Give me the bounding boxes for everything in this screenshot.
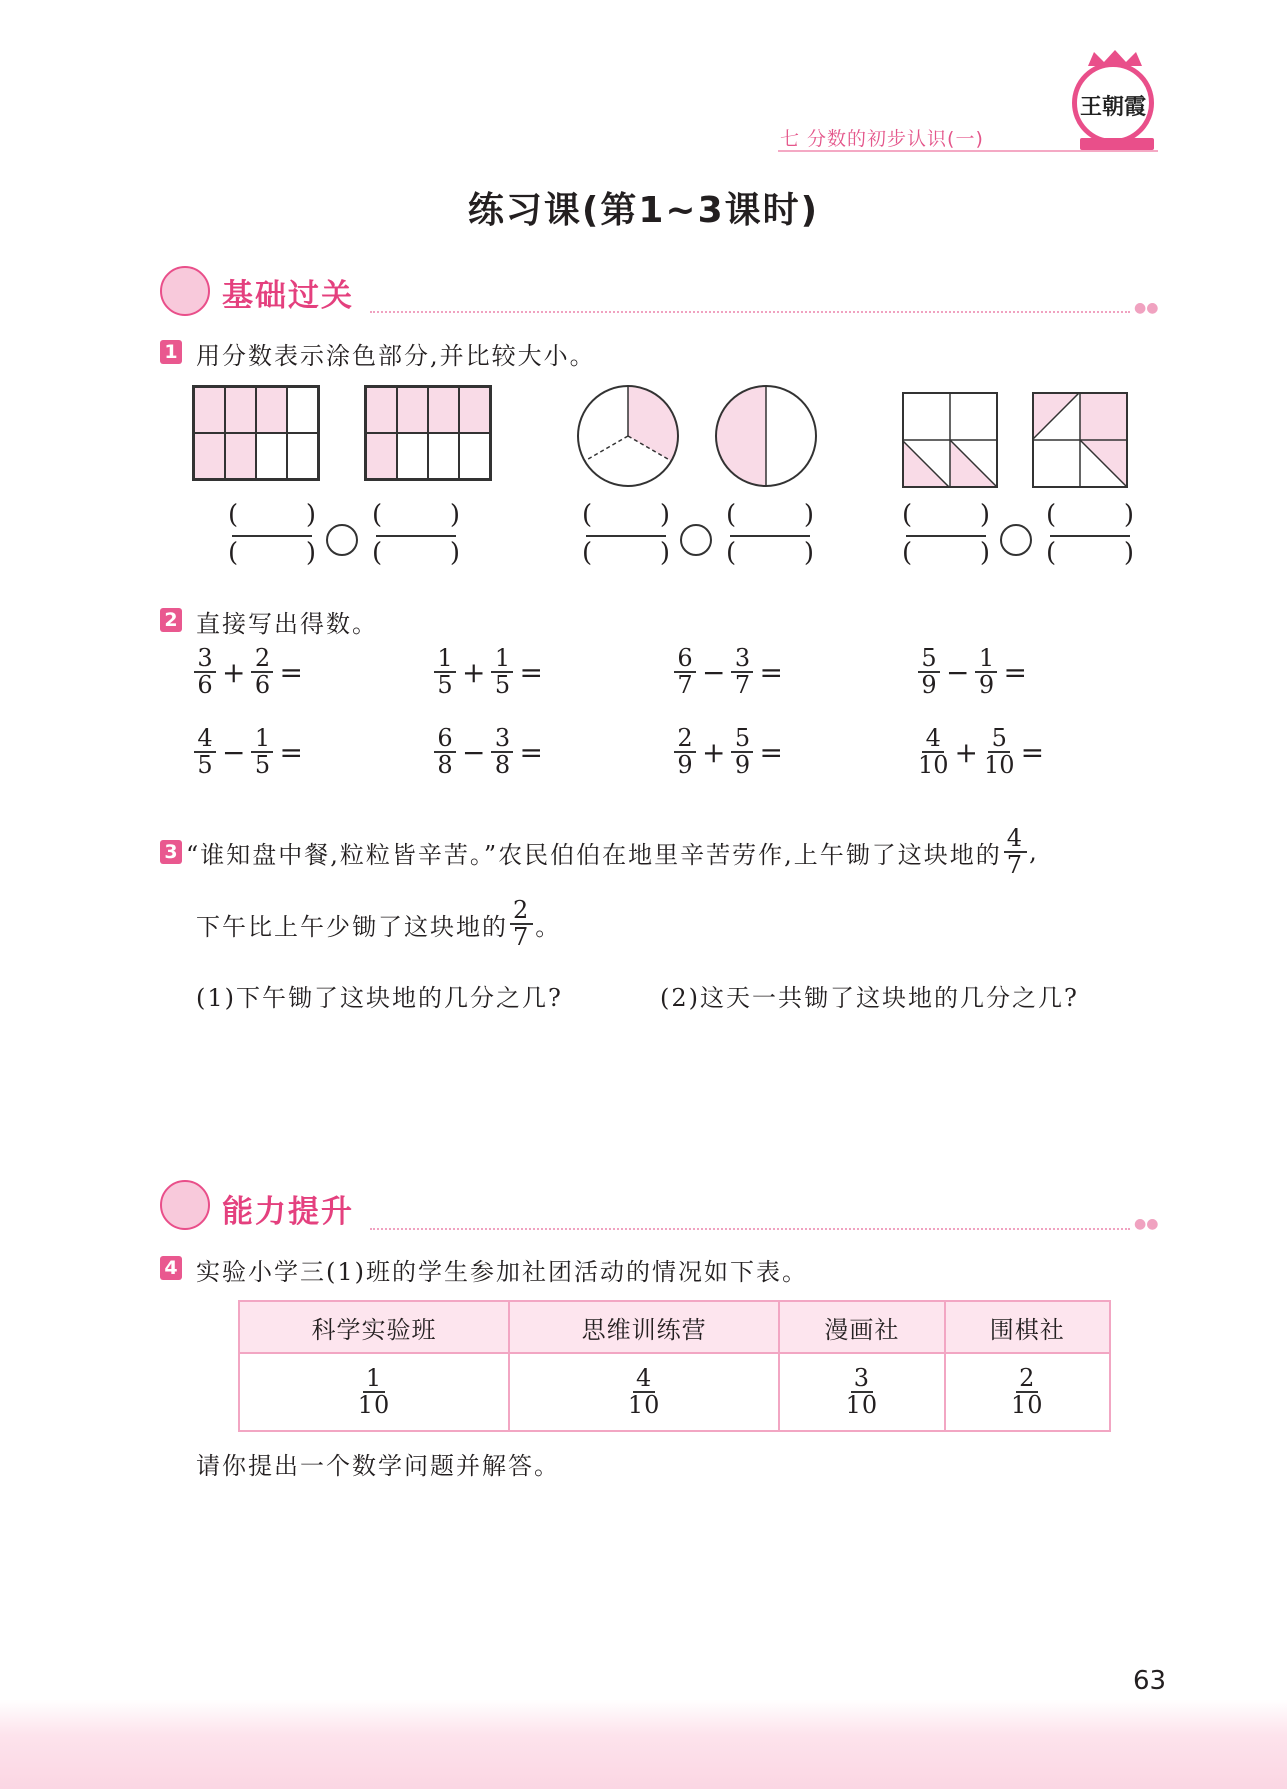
- equals-sign: =: [1020, 735, 1045, 769]
- fraction-blank[interactable]: ( ) ( ): [228, 500, 316, 568]
- fraction: $\frac{4}{10}$: [918, 724, 949, 780]
- fraction-blank[interactable]: ( ) ( ): [582, 500, 670, 568]
- brand-banner: [1080, 138, 1154, 150]
- operator: −: [702, 655, 726, 689]
- shaded-square-a: [902, 392, 998, 488]
- calc-expression: [192, 646, 305, 698]
- equals-sign: =: [279, 655, 303, 689]
- shaded-square-b: [1032, 392, 1128, 488]
- fraction: $\frac{1}{9}$: [973, 646, 999, 698]
- sub-question-1: (1)下午锄了这块地的几分之几?: [196, 984, 563, 1012]
- equals-sign: =: [759, 735, 783, 769]
- calc-expression: [916, 726, 1046, 778]
- page-title: 练习课(第1~3课时): [467, 190, 820, 231]
- compare-circle[interactable]: [680, 524, 712, 556]
- question-line-1: “谁知盘中餐,粒粒皆辛苦。”农民伯伯在地里辛苦劳作,上午锄了这块地的 $\frac{4}{7}$ ,: [186, 824, 1039, 880]
- boy-avatar-icon: [160, 1180, 210, 1230]
- sub-question-2: (2)这天一共锄了这块地的几分之几?: [660, 984, 1079, 1012]
- question-number: 2: [160, 608, 182, 632]
- question-text: 实验小学三(1)班的学生参加社团活动的情况如下表。: [196, 1258, 808, 1286]
- shaded-circle-a: [576, 384, 680, 488]
- table-cell: $\frac{4}{10}$: [509, 1353, 779, 1431]
- equals-sign: =: [759, 655, 783, 689]
- chapter-label: 七 分数的初步认识(一): [780, 128, 984, 150]
- footer-band: [0, 1700, 1287, 1789]
- operator: +: [702, 735, 726, 769]
- shaded-circle-b: [714, 384, 818, 488]
- question-text: 直接写出得数。: [196, 610, 378, 638]
- fraction: $\frac{3}{8}$: [489, 726, 515, 778]
- calc-expression: [916, 646, 1029, 698]
- fraction-blank[interactable]: ( ) ( ): [902, 500, 990, 568]
- girl-avatar-icon: [160, 266, 210, 316]
- operator: +: [954, 735, 979, 769]
- fraction: $\frac{5}{10}$: [984, 724, 1015, 780]
- question-number: 4: [160, 1256, 182, 1280]
- calc-expression: [432, 726, 545, 778]
- fraction: $\frac{2}{6}$: [249, 646, 275, 698]
- equals-sign: =: [519, 735, 543, 769]
- compare-circle[interactable]: [326, 524, 358, 556]
- operator: −: [222, 735, 246, 769]
- equals-sign: =: [519, 655, 543, 689]
- fraction: $\frac{2}{7}$: [508, 898, 535, 950]
- question-number: 1: [160, 340, 182, 364]
- prompt-text: 请你提出一个数学问题并解答。: [196, 1452, 560, 1480]
- brand-name: 王朝霞: [1080, 95, 1147, 120]
- operator: +: [222, 655, 246, 689]
- table-header: 漫画社: [779, 1301, 944, 1353]
- operator: +: [462, 655, 486, 689]
- chapter-underline: [778, 150, 1158, 152]
- fraction: $\frac{6}{8}$: [432, 726, 458, 778]
- page-number: 63: [1133, 1666, 1167, 1696]
- question-text: 用分数表示涂色部分,并比较大小。: [196, 342, 596, 370]
- fraction: $\frac{2}{9}$: [672, 726, 698, 778]
- question-line-2: 下午比上午少锄了这块地的 $\frac{2}{7}$ 。: [196, 896, 562, 952]
- fraction-blank[interactable]: ( ) ( ): [726, 500, 814, 568]
- fraction-blank[interactable]: ( ) ( ): [372, 500, 460, 568]
- calc-expression: [672, 726, 785, 778]
- compare-circle[interactable]: [1000, 524, 1032, 556]
- table-cell: $\frac{1}{10}$: [239, 1353, 509, 1431]
- section-divider: [370, 1228, 1130, 1230]
- operator: −: [462, 735, 486, 769]
- equals-sign: =: [279, 735, 303, 769]
- section-divider: [370, 311, 1130, 313]
- calc-expression: [432, 646, 545, 698]
- fraction: $\frac{1}{5}$: [432, 646, 458, 698]
- operator: −: [946, 655, 970, 689]
- club-table: [238, 1300, 1111, 1432]
- fraction: $\frac{3}{6}$: [192, 646, 218, 698]
- fraction: $\frac{1}{5}$: [249, 726, 275, 778]
- fraction: $\frac{1}{5}$: [489, 646, 515, 698]
- table-header: 思维训练营: [509, 1301, 779, 1353]
- fraction-blank[interactable]: ( ) ( ): [1046, 500, 1134, 568]
- shaded-grid-a: [192, 385, 320, 481]
- fraction: $\frac{5}{9}$: [729, 726, 755, 778]
- calc-expression: [672, 646, 785, 698]
- fraction: $\frac{4}{5}$: [192, 726, 218, 778]
- fraction: $\frac{5}{9}$: [916, 646, 942, 698]
- table-cell: $\frac{3}{10}$: [779, 1353, 944, 1431]
- calc-expression: [192, 726, 305, 778]
- shaded-grid-b: [364, 385, 492, 481]
- fraction: $\frac{3}{7}$: [729, 646, 755, 698]
- equals-sign: =: [1003, 655, 1027, 689]
- dots-icon: ●●: [1134, 300, 1159, 316]
- section-title-basic: 基础过关: [222, 278, 354, 314]
- table-header: 科学实验班: [239, 1301, 509, 1353]
- table-header: 围棋社: [945, 1301, 1110, 1353]
- section-title-advanced: 能力提升: [222, 1194, 354, 1230]
- fraction: $\frac{6}{7}$: [672, 646, 698, 698]
- fraction: $\frac{4}{7}$: [1002, 826, 1029, 878]
- table-cell: $\frac{2}{10}$: [945, 1353, 1110, 1431]
- dots-icon: ●●: [1134, 1216, 1159, 1232]
- question-number: 3: [160, 840, 182, 864]
